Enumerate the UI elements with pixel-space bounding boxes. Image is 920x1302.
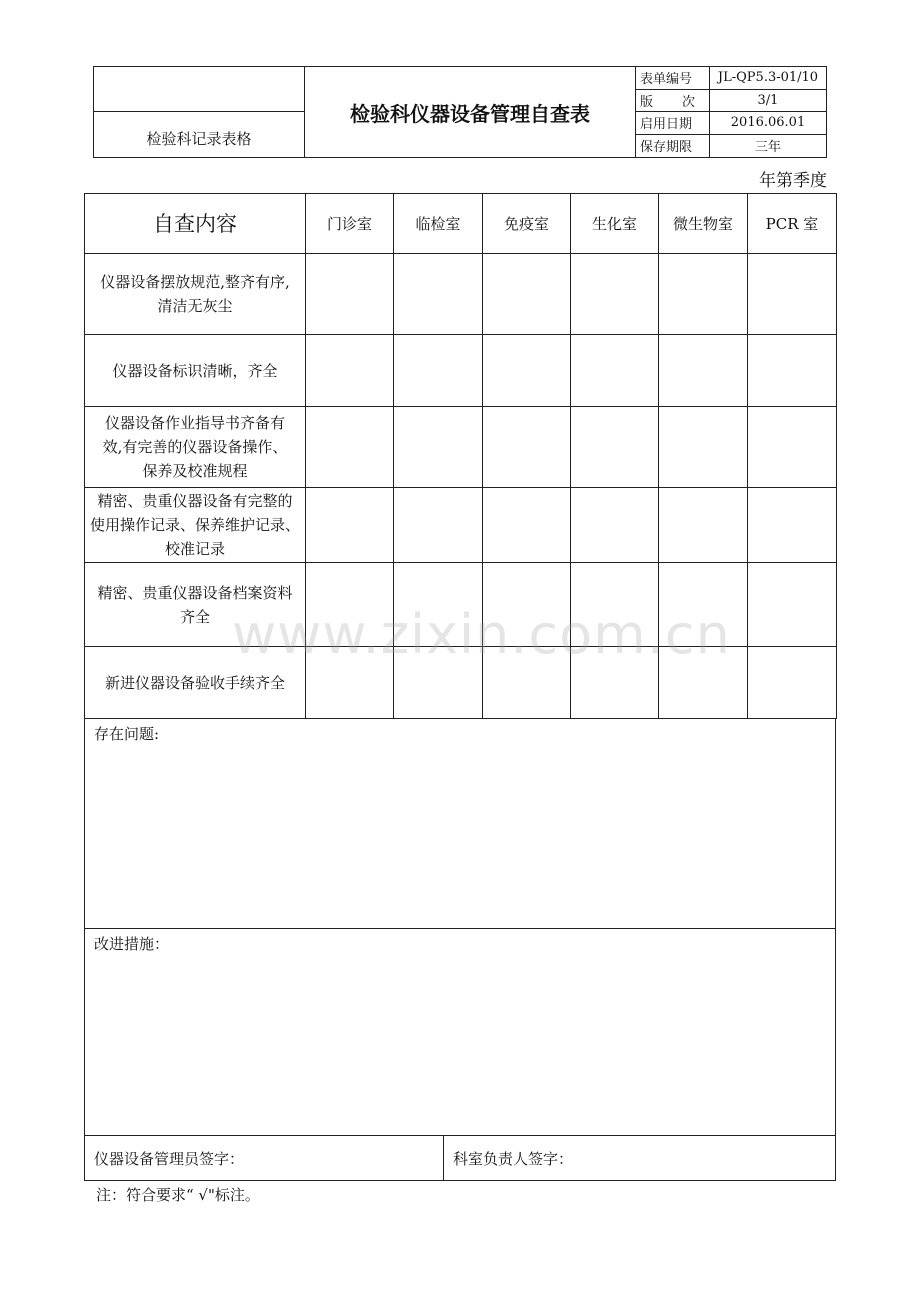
form-title: 检验科仪器设备管理自查表: [305, 67, 636, 157]
meta-value: JL-QP5.3-01/10: [717, 70, 819, 86]
department-form-label: 检验科记录表格: [94, 112, 305, 157]
check-cell[interactable]: [306, 488, 394, 563]
check-item-line: 使用操作记录、保养维护记录、: [89, 516, 300, 534]
table-header-row: [85, 194, 837, 254]
check-item-line: 仪器设备摆放规范,整齐有序,: [100, 273, 290, 291]
check-item-line: 效,有完善的仪器设备操作、: [102, 438, 288, 456]
check-item-line: 精密、贵重仪器设备档案资料: [97, 583, 293, 602]
meta-key: 保存期限: [636, 135, 710, 158]
check-cell[interactable]: [483, 563, 571, 647]
watermark-text: www.zixin.com.cn: [232, 603, 731, 666]
season-label: 年第季度: [759, 171, 827, 191]
header-blank-cell: [94, 67, 305, 112]
check-cell[interactable]: [659, 254, 748, 335]
check-cell[interactable]: [483, 647, 571, 719]
check-item: [85, 563, 306, 647]
check-cell[interactable]: [306, 254, 394, 335]
dept-header-microbiology: 微生物室: [659, 194, 748, 254]
signature-row: [84, 1135, 836, 1181]
check-item: [85, 335, 306, 407]
check-cell[interactable]: [748, 407, 837, 488]
check-item-line: 新进仪器设备验收手续齐全: [104, 673, 285, 692]
footnote: 注：符合要求“ √"标注。: [96, 1186, 260, 1204]
check-cell[interactable]: [748, 254, 837, 335]
check-cell[interactable]: [483, 407, 571, 488]
check-item-line: 齐全: [179, 607, 210, 626]
check-item: [85, 254, 306, 335]
table-row: [85, 563, 837, 647]
meta-key-part: 次: [681, 94, 695, 110]
meta-form-number: [636, 67, 826, 90]
check-cell[interactable]: [394, 488, 483, 563]
meta-key: 表单编号: [636, 67, 710, 89]
department-head-signature[interactable]: 科室负责人签字：: [453, 1149, 574, 1168]
check-cell[interactable]: [394, 563, 483, 647]
check-cell[interactable]: [748, 647, 837, 719]
check-cell[interactable]: [659, 335, 748, 407]
meta-start-date: [636, 112, 826, 135]
check-item-line: 清洁无灰尘: [157, 297, 233, 315]
check-cell[interactable]: [483, 335, 571, 407]
meta-value: 3/1: [757, 92, 779, 108]
dept-header-immunology: 免疫室: [483, 194, 571, 254]
check-cell[interactable]: [748, 488, 837, 563]
issues-label: 存在问题:: [94, 725, 160, 743]
meta-version: [636, 90, 826, 113]
meta-retention: [636, 135, 826, 158]
check-cell[interactable]: [483, 254, 571, 335]
check-cell[interactable]: [571, 254, 659, 335]
improvement-section[interactable]: [84, 928, 836, 1136]
check-cell[interactable]: [748, 335, 837, 407]
check-cell[interactable]: [483, 488, 571, 563]
dept-header-clinical-lab: 临检室: [394, 194, 483, 254]
check-item-line: 仪器设备作业指导书齐备有: [104, 414, 285, 432]
table-row: [85, 407, 837, 488]
meta-value: 2016.06.01: [730, 115, 806, 131]
check-cell[interactable]: [571, 563, 659, 647]
meta-key: 启用日期: [636, 112, 710, 134]
check-item-line: 精密、贵重仪器设备有完整的: [97, 492, 293, 510]
check-cell[interactable]: [394, 407, 483, 488]
check-cell[interactable]: [659, 647, 748, 719]
check-cell[interactable]: [306, 335, 394, 407]
check-item-line: 校准记录: [164, 540, 225, 558]
check-item: [85, 647, 306, 719]
dept-header-outpatient: 门诊室: [306, 194, 394, 254]
check-item-line: 保养及校准规程: [142, 462, 248, 480]
check-cell[interactable]: [394, 335, 483, 407]
check-cell[interactable]: [659, 407, 748, 488]
table-row: [85, 488, 837, 563]
issues-section[interactable]: [84, 718, 836, 929]
checklist-table: [84, 193, 837, 719]
check-cell[interactable]: [571, 647, 659, 719]
check-cell[interactable]: [306, 407, 394, 488]
check-item: [85, 407, 306, 488]
table-row: [85, 647, 837, 719]
equipment-manager-signature[interactable]: 仪器设备管理员签字：: [85, 1136, 444, 1180]
check-item-line: 仪器设备标识清晰，齐全: [112, 361, 278, 380]
check-cell[interactable]: [571, 407, 659, 488]
check-cell[interactable]: [394, 647, 483, 719]
check-item: [85, 488, 306, 563]
check-cell[interactable]: [571, 488, 659, 563]
meta-value: 三年: [754, 140, 781, 156]
check-cell[interactable]: [306, 563, 394, 647]
check-cell[interactable]: [659, 488, 748, 563]
improvement-label: 改进措施：: [94, 935, 170, 953]
check-cell[interactable]: [571, 335, 659, 407]
form-header: [93, 66, 827, 158]
meta-key: [636, 90, 710, 112]
check-cell[interactable]: [659, 563, 748, 647]
meta-key-part: 版: [640, 94, 654, 110]
check-cell[interactable]: [394, 254, 483, 335]
form-meta: [636, 67, 826, 157]
table-row: [85, 335, 837, 407]
dept-header-pcr: PCR 室: [748, 194, 837, 254]
check-cell[interactable]: [306, 647, 394, 719]
item-column-header: 自查内容: [85, 194, 306, 254]
dept-header-biochemistry: 生化室: [571, 194, 659, 254]
table-row: [85, 254, 837, 335]
check-cell[interactable]: [748, 563, 837, 647]
